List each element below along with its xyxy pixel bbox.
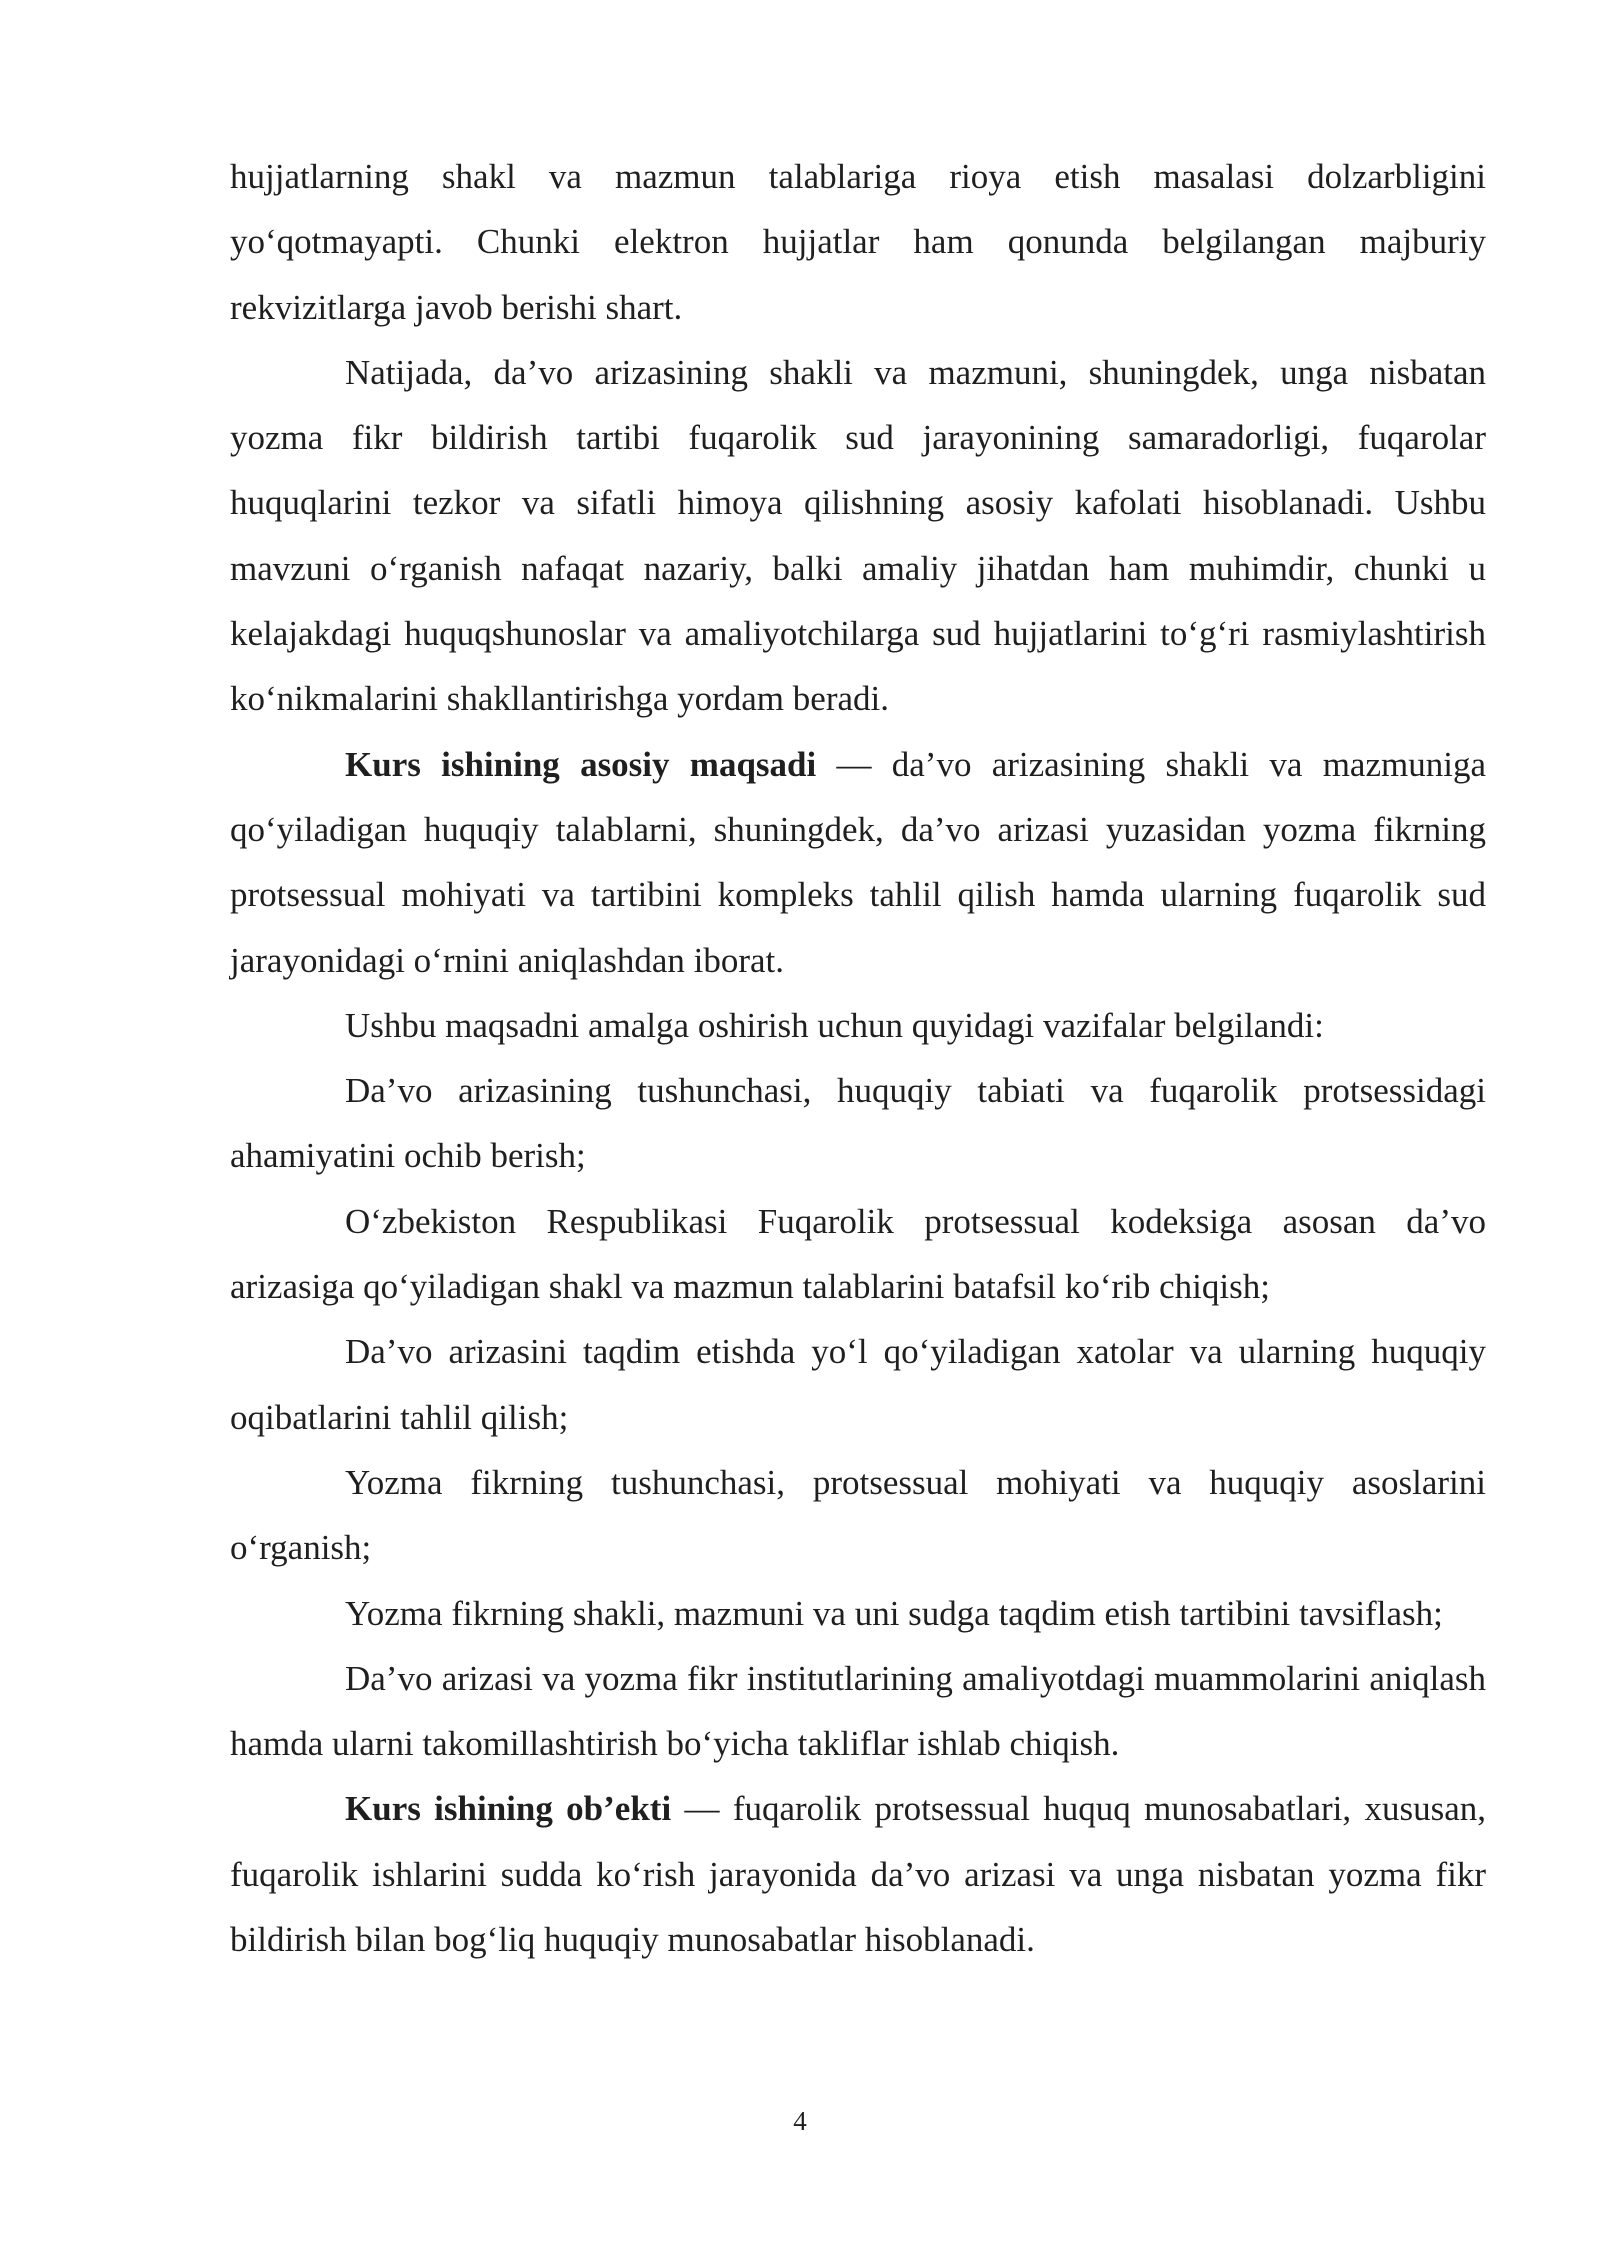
paragraph-object: Kurs ishining ob’ekti — fuqarolik protsessual huquq munosabatlari, xususan, fuqarolik ishlarini sudda ko‘rish jarayonida da’vo arizasi va unga nisbatan yozma fikr bildirish bilan bog‘liq huquqiy munosabatlar hisoblanadi. [230,1789,1486,1960]
paragraph-task-4: Yozma fikrning tushunchasi, protsessual mohiyati va huquqiy asoslarini o‘rganish; [230,1462,1486,1568]
term-object: Kurs ishining ob’ekti [345,1789,672,1829]
paragraph-task-3: Da’vo arizasini taqdim etishda yo‘l qo‘yiladigan xatolar va ularning huquqiy oqibatlarini tahlil qilish; [230,1332,1486,1437]
page-number: 4 [793,2106,807,2136]
paragraph-tasks-intro: Ushbu maqsadni amalga oshirish uchun quyidagi vazifalar belgilandi: [345,1005,1324,1045]
paragraph-conclusion: Natijada, da’vo arizasining shakli va mazmuni, shuningdek, unga nisbatan yozma fikr bildirish tartibi fuqarolik sud jarayonining samaradorligi, fuqarolar huquqlarini tezkor va sifatli himoya qilishning asosiy kafolati hisoblanadi. Ushbu mavzuni o‘rganish nafaqat nazariy, balki amaliy jihatdan ham muhimdir, chunki u kelajakdagi huquqshunoslar va amaliyotchilarga sud hujjatlarini to‘g‘ri rasmiylashtirish ko‘nikmalarini shakllantirishga yordam beradi. [230,352,1486,719]
paragraph-continuation: hujjatlarning shakl va mazmun talablariga rioya etish masalasi dolzarbligini yo‘qotmayapti. Chunki elektron hujjatlar ham qonunda belgilangan majburiy rekvizitlarga javob berishi shart. [230,157,1486,327]
paragraph-goal: Kurs ishining asosiy maqsadi — da’vo arizasining shakli va mazmuniga qo‘yiladigan huquqiy talablarni, shuningdek, da’vo arizasi yuzasidan yozma fikrning protsessual mohiyati va tartibini kompleks tahlil qilish hamda ularning fuqarolik sud jarayonidagi o‘rnini aniqlashdan iborat. [230,744,1486,980]
paragraph-task-2: O‘zbekiston Respublikasi Fuqarolik protsessual kodeksiga asosan da’vo arizasiga qo‘yiladigan shakl va mazmun talablarini batafsil ko‘rib chiqish; [230,1201,1486,1307]
paragraph-task-6: Da’vo arizasi va yozma fikr institutlarining amaliyotdagi muammolarini aniqlash hamda ularni takomillashtirish bo‘yicha takliflar ishlab chiqish. [230,1658,1486,1764]
term-goal: Kurs ishining asosiy maqsadi [345,744,817,784]
body-text [230,144,1486,1972]
paragraph-task-5: Yozma fikrning shakli, mazmuni va uni sudga taqdim etish tartibini tavsiflash; [345,1593,1443,1633]
paragraph-task-1: Da’vo arizasining tushunchasi, huquqiy tabiati va fuqarolik protsessidagi ahamiyatini ochib berish; [230,1071,1486,1176]
